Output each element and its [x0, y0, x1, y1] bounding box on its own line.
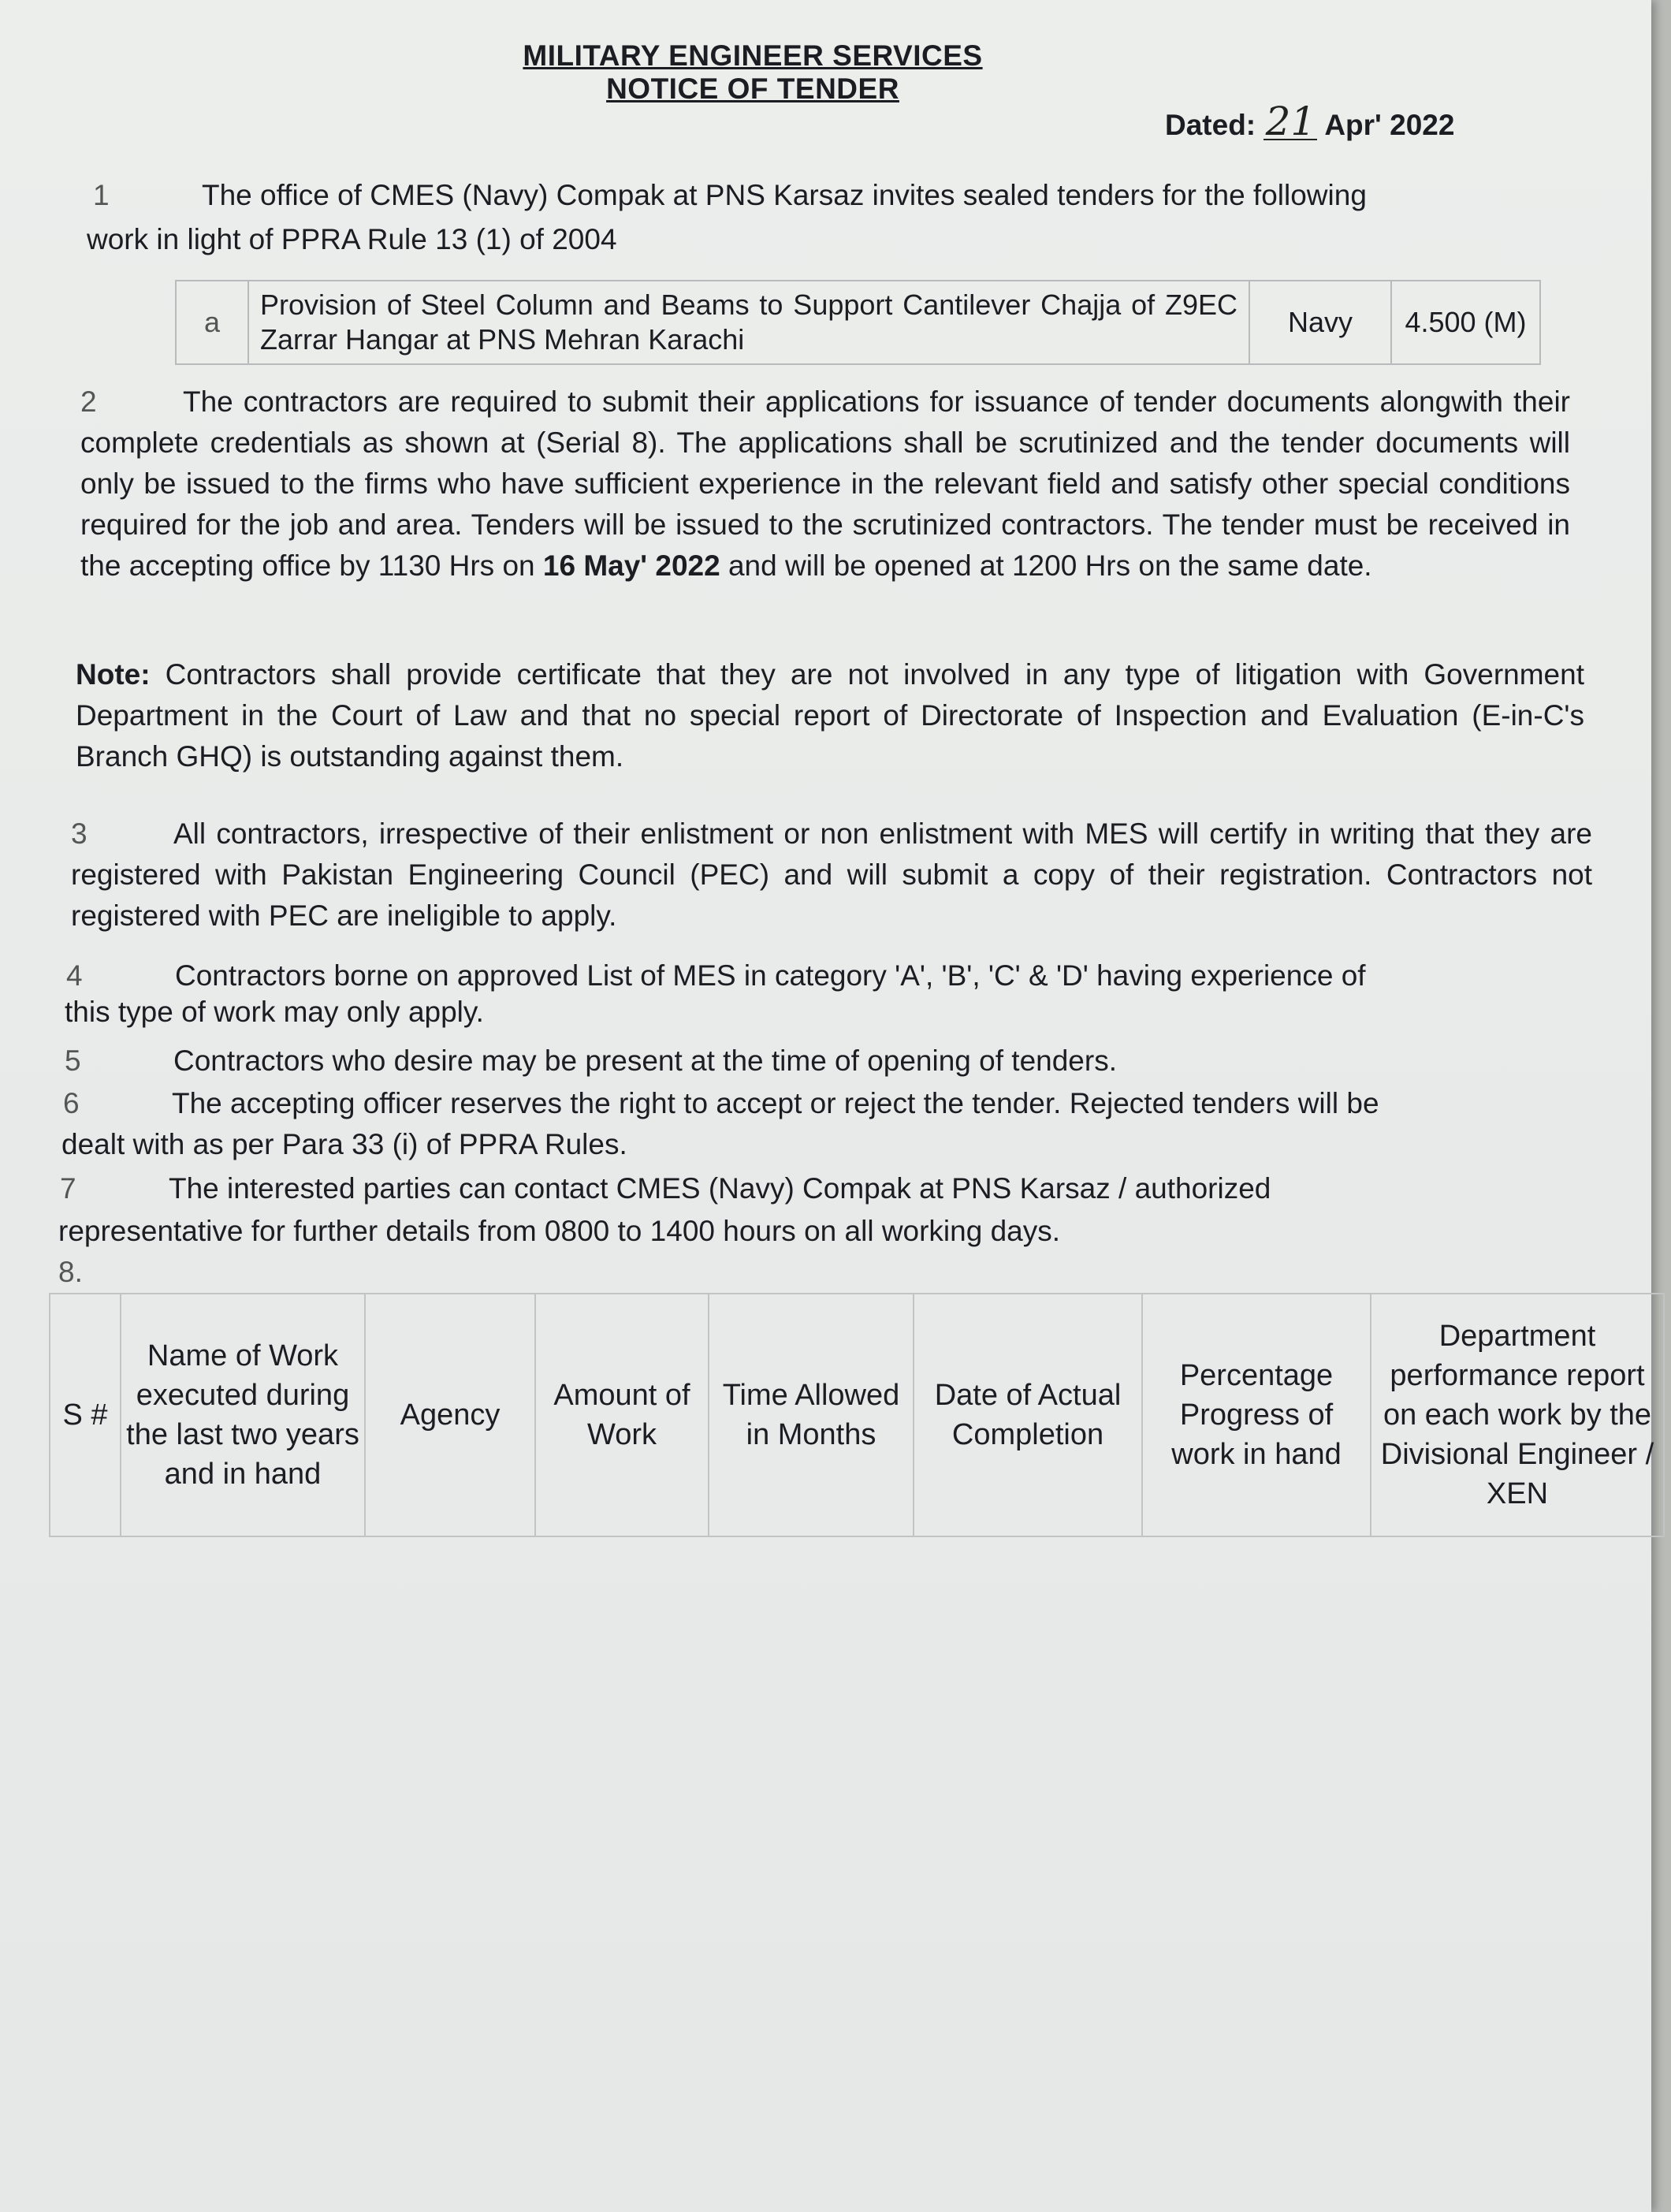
- work-table: [175, 280, 1541, 365]
- col-agency: Agency: [365, 1294, 535, 1536]
- notice-title: NOTICE OF TENDER: [606, 73, 899, 105]
- col-time-allowed: Time Allowed in Months: [709, 1294, 914, 1536]
- work-description: Provision of Steel Column and Beams to Support Cantilever Chajja of Z9EC Zarrar Hangar at PNS Mehran Karachi: [248, 281, 1249, 364]
- work-agency: Navy: [1249, 281, 1391, 364]
- para-6-line-2: dealt with as per Para 33 (i) of PPRA Rules.: [61, 1128, 627, 1160]
- para-1-number: 1: [93, 179, 110, 211]
- org-heading: MILITARY ENGINEER SERVICES: [523, 39, 983, 72]
- col-percentage-progress: Percentage Progress of work in hand: [1142, 1294, 1371, 1536]
- work-amount: 4.500 (M): [1391, 281, 1540, 364]
- para-5: 5 Contractors who desire may be present at the time of opening of tenders.: [65, 1041, 1117, 1082]
- col-amount: Amount of Work: [535, 1294, 709, 1536]
- para-7-number: 7: [60, 1172, 76, 1205]
- para-6-number: 6: [63, 1087, 80, 1119]
- para-4-line-1: 4 Contractors borne on approved List of MES in category 'A', 'B', 'C' & 'D' having experience of: [66, 955, 1366, 996]
- para-6-line-1: 6 The accepting officer reserves the right to accept or reject the tender. Rejected tenders will be: [63, 1083, 1379, 1124]
- para-5-number: 5: [65, 1045, 81, 1077]
- table-row: [176, 281, 1540, 364]
- para-2-number: 2: [80, 385, 97, 418]
- col-serial: S #: [50, 1294, 121, 1536]
- para-2: 2 The contractors are required to submit their applications for issuance of tender documents alongwith their complete credentials as shown at (Serial 8). The applications shall be scrutinized and the tender documents will only be issued to the firms who have sufficient experience in the relevant field and satisfy other special conditions required for the job and area. Tenders will be issued to the scrutinized contractors. The tender must be received in the accepting office by 1130 Hrs on 16 May' 2022 and will be opened at 1200 Hrs on the same date.: [80, 382, 1570, 587]
- para-4-line-2: this type of work may only apply.: [65, 996, 484, 1028]
- col-completion-date: Date of Actual Completion: [914, 1294, 1142, 1536]
- para-3: 3 All contractors, irrespective of their enlistment or non enlistment with MES will certify in writing that they are registered with Pakistan Engineering Council (PEC) and will submit a copy of their registration. Contractors not registered with PEC are ineligible to apply.: [71, 814, 1592, 937]
- submission-date: 16 May' 2022: [542, 549, 720, 582]
- dated-label: Dated:: [1165, 109, 1256, 141]
- para-3-number: 3: [71, 817, 87, 850]
- para-7-line-1: 7 The interested parties can contact CMES (Navy) Compak at PNS Karsaz / authorized: [60, 1168, 1271, 1209]
- note-label: Note:: [76, 658, 151, 691]
- para-8-number: 8.: [58, 1256, 83, 1288]
- credentials-table: [49, 1293, 1665, 1537]
- dated-day-handwritten: 21: [1263, 104, 1317, 140]
- col-name-of-work: Name of Work executed during the last two years and in hand: [121, 1294, 365, 1536]
- para-1-line-1: 1 The office of CMES (Navy) Compak at PNS Karsaz invites sealed tenders for the following: [93, 175, 1367, 216]
- dated-line: [1165, 99, 1455, 144]
- note-paragraph: Note: Contractors shall provide certificate that they are not involved in any type of litigation with Government Department in the Court of Law and that no special report of Directorate of Inspection and Evaluation (E-in-C's Branch GHQ) is outstanding against them.: [76, 658, 1584, 773]
- para-7-line-2: representative for further details from 0800 to 1400 hours on all working days.: [58, 1215, 1061, 1247]
- dated-month-year: Apr' 2022: [1324, 109, 1455, 141]
- credentials-header-row: [50, 1294, 1664, 1536]
- para-1-line-2: work in light of PPRA Rule 13 (1) of 2004: [87, 223, 617, 255]
- col-performance-report: Department performance report on each work by the Divisional Engineer / XEN: [1371, 1294, 1664, 1536]
- work-serial: a: [176, 281, 248, 364]
- para-4-number: 4: [66, 959, 83, 992]
